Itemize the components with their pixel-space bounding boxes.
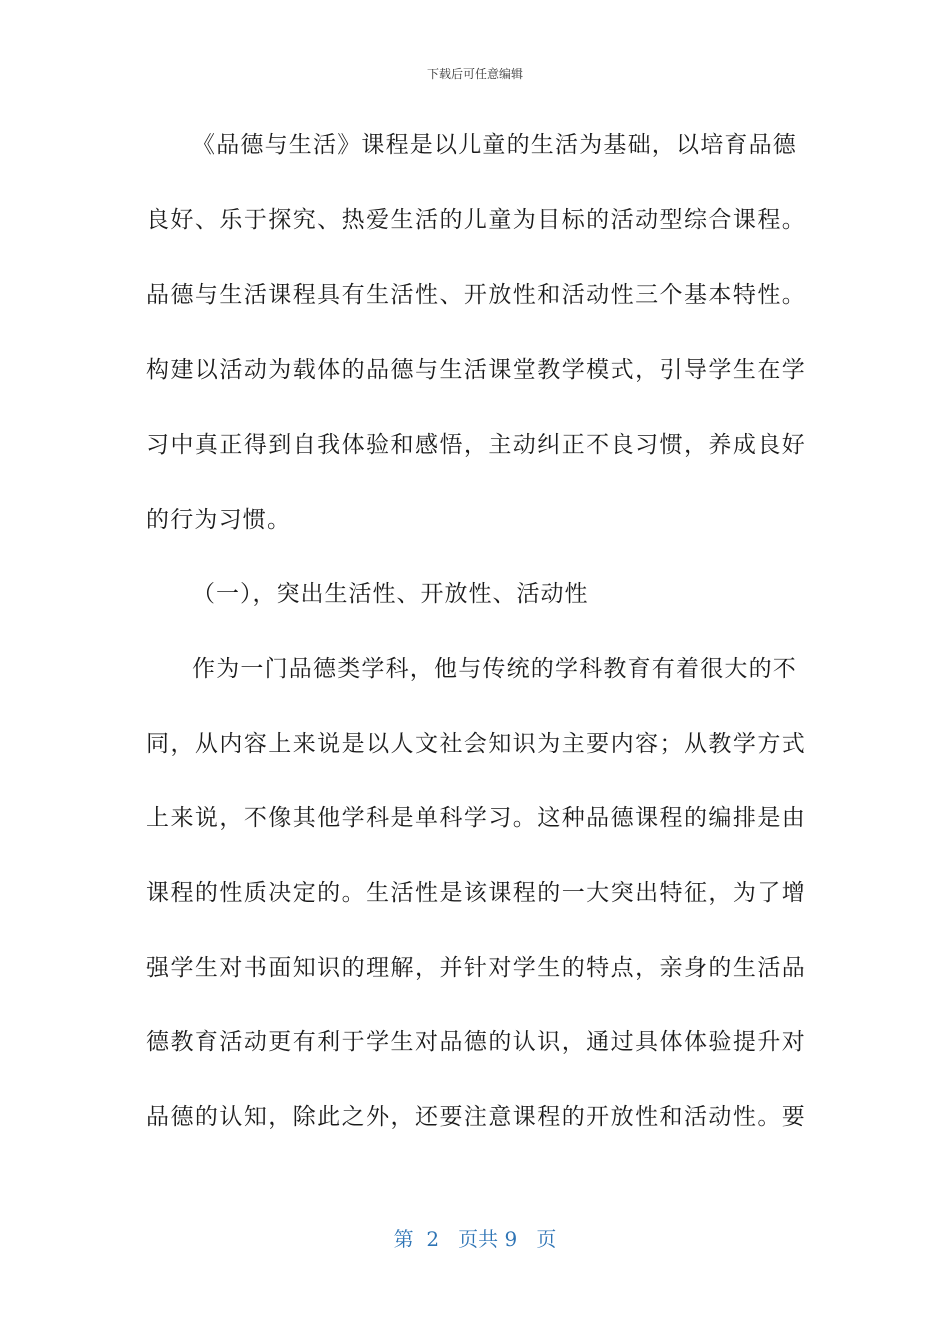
paragraph-line: 同，从内容上来说是以人文社会知识为主要内容；从教学方式: [146, 731, 806, 757]
paragraph-line: 作为一门品德类学科，他与传统的学科教育有着很大的不: [192, 656, 797, 682]
paragraph-line: 德教育活动更有利于学生对品德的认识，通过具体体验提升对: [146, 1029, 806, 1055]
current-page-number: 2: [426, 1227, 440, 1251]
paragraph-line: 的行为习惯。: [146, 507, 292, 533]
paragraph-line: 《品德与生活》课程是以儿童的生活为基础，以培育品德: [192, 132, 797, 158]
paragraph-line: 习中真正得到自我体验和感悟，主动纠正不良习惯，养成良好: [146, 432, 806, 458]
paragraph-line: 构建以活动为载体的品德与生活课堂教学模式，引导学生在学: [146, 357, 806, 383]
page-label-prefix: 第: [393, 1227, 414, 1251]
paragraph-line: 上来说，不像其他学科是单科学习。这种品德课程的编排是由: [146, 805, 806, 831]
paragraph-line: 品德的认知，除此之外，还要注意课程的开放性和活动性。要: [146, 1104, 806, 1130]
paragraph-line: 良好、乐于探究、热爱生活的儿童为目标的活动型综合课程。: [146, 207, 806, 233]
section-heading: （一），突出生活性、开放性、活动性: [192, 581, 589, 607]
paragraph-line: 强学生对书面知识的理解，并针对学生的特点，亲身的生活品: [146, 955, 806, 981]
page-label-suffix: 页: [536, 1227, 557, 1251]
paragraph-line: 品德与生活课程具有生活性、开放性和活动性三个基本特性。: [146, 282, 806, 308]
page-header: 下载后可任意编辑: [426, 67, 523, 81]
total-pages-number: 9: [504, 1227, 518, 1251]
page-footer: [0, 1226, 950, 1252]
paragraph-line: 课程的性质决定的。生活性是该课程的一大突出特征，为了增: [146, 880, 806, 906]
page-label-middle: 页共: [458, 1227, 499, 1251]
